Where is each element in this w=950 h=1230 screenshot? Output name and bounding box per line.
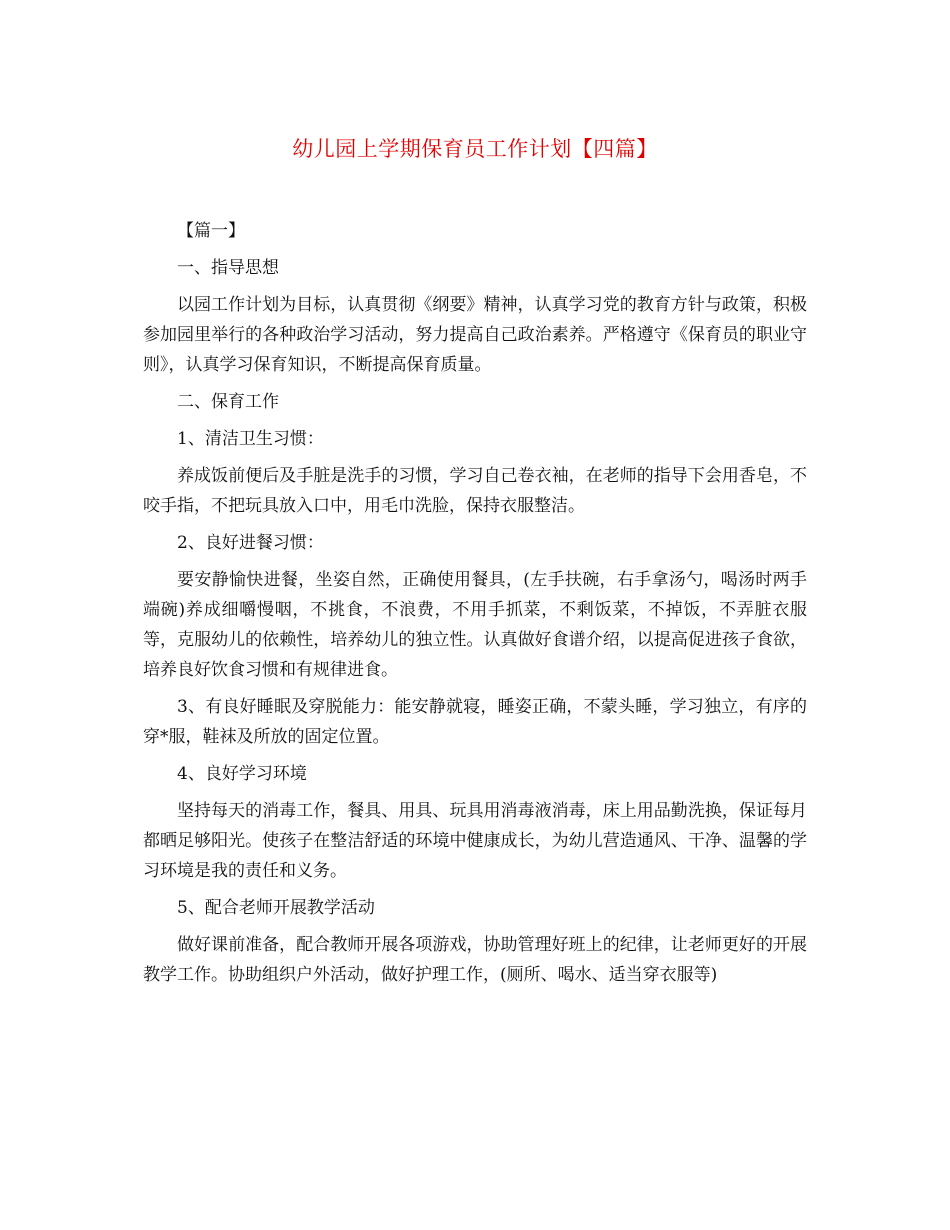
subsection-heading: 1、清洁卫生习惯： — [177, 429, 324, 449]
body-paragraph: 3、有良好睡眠及穿脱能力：能安静就寝，睡姿正确，不蒙头睡，学习独立，有序的穿*服，鞋袜及所放的固定位置。 — [143, 697, 807, 747]
section-heading: 【篇一】 — [177, 221, 245, 241]
subsection-heading: 5、配合老师开展教学活动 — [177, 898, 375, 918]
subsection-heading: 4、良好学习环境 — [177, 764, 307, 784]
body-paragraph: 做好课前准备，配合教师开展各项游戏，协助管理好班上的纪律，让老师更好的开展教学工作。协助组织户外活动，做好护理工作，(厕所、喝水、适当穿衣服等) — [143, 935, 807, 985]
section-heading: 二、保育工作 — [177, 392, 279, 412]
body-paragraph: 养成饭前便后及手脏是洗手的习惯，学习自己卷衣袖，在老师的指导下会用香皂，不咬手指，不把玩具放入口中，用毛巾洗脸，保持衣服整洁。 — [143, 466, 807, 516]
section-heading: 一、指导思想 — [177, 258, 279, 278]
body-paragraph: 要安静愉快进餐，坐姿自然，正确使用餐具，(左手扶碗，右手拿汤勺，喝汤时两手端碗)养成细嚼慢咽，不挑食，不浪费，不用手抓菜，不剩饭菜，不掉饭，不弄脏衣服等，克服幼儿的依赖性，培养幼儿的独立性。认真做好食谱介绍，以提高促进孩子食欲，培养良好饮食习惯和有规律进食。 — [143, 570, 807, 680]
subsection-heading: 2、良好进餐习惯： — [177, 533, 324, 553]
document-title: 幼儿园上学期保育员工作计划【四篇】 — [292, 137, 658, 161]
body-paragraph: 以园工作计划为目标，认真贯彻《纲要》精神，认真学习党的教育方针与政策，积极参加园里举行的各种政治学习活动，努力提高自己政治素养。严格遵守《保育员的职业守则》，认真学习保育知识，不断提高保育质量。 — [143, 295, 807, 375]
document-body — [143, 216, 807, 997]
body-paragraph: 坚持每天的消毒工作，餐具、用具、玩具用消毒液消毒，床上用品勤洗换，保证每月都晒足够阳光。使孩子在整洁舒适的环境中健康成长，为幼儿营造通风、干净、温馨的学习环境是我的责任和义务。 — [143, 801, 807, 881]
